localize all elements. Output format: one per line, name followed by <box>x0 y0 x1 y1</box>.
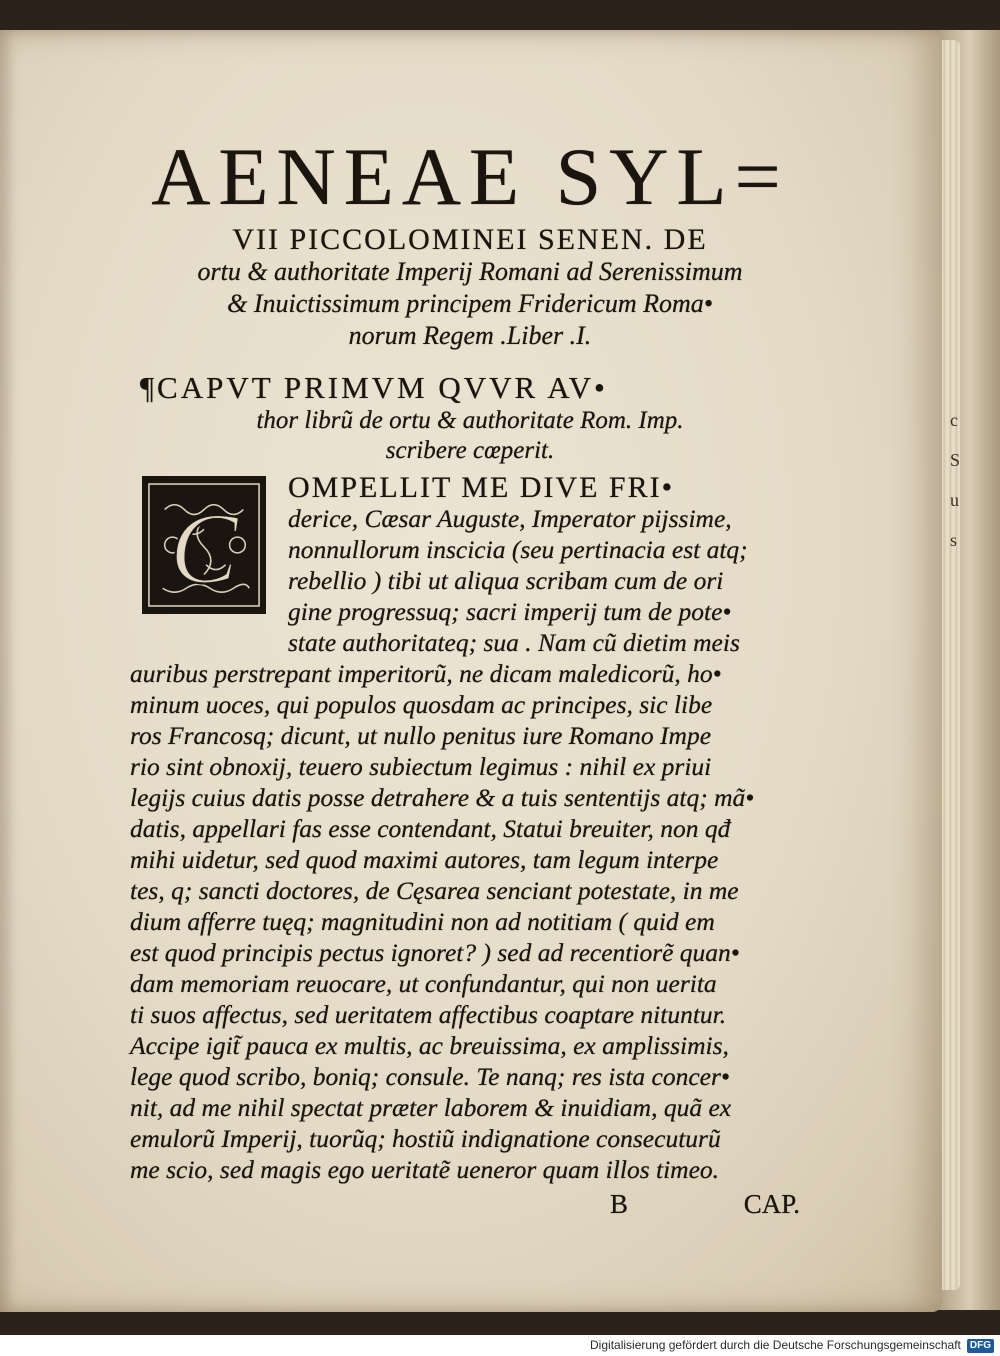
decorated-initial-c-icon <box>142 476 266 614</box>
printed-text-block <box>130 110 810 1220</box>
body-line: datis, appellari fas esse contendant, Statui breuiter, non qđ <box>130 814 731 843</box>
body-line: emulorũ Imperij, tuorũq; hostiũ indignatione consecuturũ <box>130 1124 721 1153</box>
body-line: mihi uidetur, sed quod maximi autores, tam legum interpe <box>130 845 719 874</box>
body-line: tes, q; sancti doctores, de Cęsarea senciant potestate, in me <box>130 876 739 905</box>
body-line: ros Francosq; dicunt, ut nullo penitus iure Romano Impe <box>130 721 712 750</box>
body-line: derice, Cæsar Auguste, Imperator pijssime, <box>288 504 732 533</box>
page-footer-line <box>130 1189 810 1220</box>
body-line: state authoritateq; sua . Nam cũ dietim meis <box>288 628 740 657</box>
body-line: nit, ad me nihil spectat præter laborem & inuidiam, quã ex <box>130 1093 732 1122</box>
title-line-5: norum Regem .Liber .I. <box>348 321 592 350</box>
body-line: ti suos affectus, sed ueritatem affectibus coaptare nituntur. <box>130 1000 727 1029</box>
title-line-1: AENEAE SYL= <box>151 131 789 222</box>
credit-text: Digitalisierung gefördert durch die Deutsche Forschungsgemeinschaft <box>590 1338 961 1352</box>
chapter-line-2: thor librũ de ortu & authoritate Rom. Imp. <box>256 407 684 434</box>
title-line-2: VII PICCOLOMINEI SENEN. DE <box>232 223 708 256</box>
catchword: CAP. <box>743 1189 800 1219</box>
body-line: rio sint obnoxij, teuero subiectum legimus : nihil ex priui <box>130 752 712 781</box>
dfg-logo-icon: DFG <box>967 1339 994 1353</box>
body-line: gine progressuq; sacri imperij tum de pote• <box>288 597 732 626</box>
body-line: OMPELLIT ME DIVE FRI• <box>288 471 675 504</box>
body-line: Accipe igit̃ pauca ex multis, ac breuissima, ex amplissimis, <box>130 1031 729 1060</box>
bleed-char: s <box>950 530 958 550</box>
body-line: rebellio ) tibi ut aliqua scribam cum de ori <box>288 566 724 595</box>
body-line: dium afferre tuęq; magnitudini non ad notitiam ( quid em <box>130 907 715 936</box>
chapter-line-3: scribere cœperit. <box>385 437 555 464</box>
body-line: est quod principis pectus ignoret? ) sed ad recentiorẽ quan• <box>130 938 740 967</box>
chapter-line-1: ¶CAPVT PRIMVM QVVR AV• <box>140 370 608 405</box>
body-line: dam memoriam reuocare, ut confundantur, qui non uerita <box>130 969 717 998</box>
body-line: me scio, sed magis ego ueritatẽ ueneror quam illos timeo. <box>130 1155 720 1184</box>
bleed-char: c <box>950 410 958 430</box>
initial-letter: C <box>169 492 239 606</box>
title-line-4: & Inuictissimum principem Fridericum Roma• <box>227 289 713 318</box>
body-line: auribus perstrepant imperitorũ, ne dicam maledicorũ, ho• <box>130 659 722 688</box>
title-line-3: ortu & authoritate Imperij Romani ad Serenissimum <box>197 257 743 286</box>
body-line: nonnullorum inscicia (seu pertinacia est atq; <box>288 535 748 564</box>
bleed-char: S <box>950 450 961 470</box>
body-text <box>130 472 810 1220</box>
bleed-char: u <box>950 490 959 510</box>
body-line: minum uoces, qui populos quosdam ac principes, sic libe <box>130 690 713 719</box>
body-line: legijs cuius datis posse detrahere & a tuis sententijs atq; mã• <box>130 783 755 812</box>
chapter-heading <box>130 370 810 466</box>
book-page <box>0 30 942 1312</box>
signature-mark: B <box>610 1189 629 1219</box>
digitization-credit-bar <box>0 1335 1000 1356</box>
body-line: lege quod scribo, boniq; consule. Te nanq; res ista concer• <box>130 1062 730 1091</box>
bleed-through-text <box>950 400 964 550</box>
